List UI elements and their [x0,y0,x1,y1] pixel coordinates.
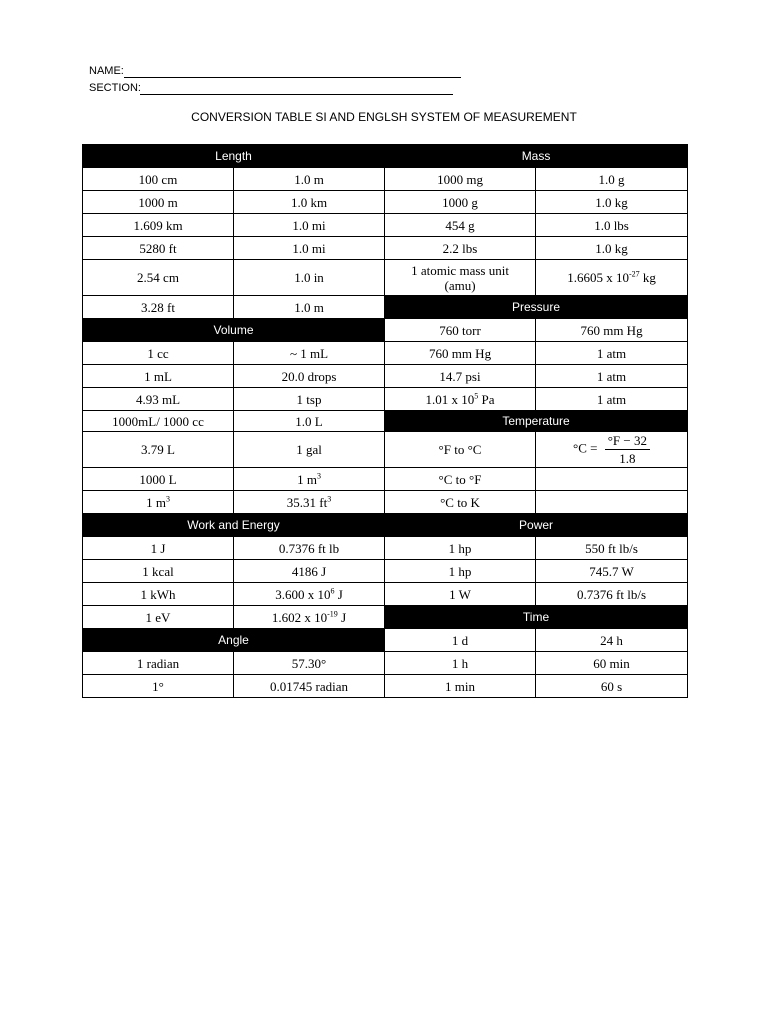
table-cell [234,491,385,514]
time-header: Time [385,606,688,629]
table-cell: 5280 ft [83,237,234,260]
name-label: NAME: [89,65,124,77]
page-title: CONVERSION TABLE SI AND ENGLSH SYSTEM OF MEASUREMENT [191,110,577,124]
exponent: 5 [474,391,479,401]
exponent: -19 [327,609,338,619]
table-cell: 1.0 L [234,411,385,432]
work-energy-header: Work and Energy [83,514,385,537]
table-cell: 2.54 cm [83,260,234,296]
table-cell: 100 cm [83,168,234,191]
volume-header: Volume [83,319,385,342]
table-cell: 1.0 m [234,296,385,319]
table-cell: 1 hp [385,537,536,560]
table-cell: 1 W [385,583,536,606]
cell-unit: J [337,586,343,602]
cell-text: 1.6605 x 10 [567,270,629,285]
table-cell: 745.7 W [536,560,688,583]
table-cell: 1 atomic mass unit (amu) [385,260,536,296]
table-cell: 1000 m [83,191,234,214]
table-cell [536,260,688,296]
table-cell: 1 kWh [83,583,234,606]
table-cell [536,468,688,491]
table-cell: 1.0 mi [234,237,385,260]
exponent: -27 [628,269,640,279]
table-cell: 1 tsp [234,388,385,411]
cell-text: 35.31 ft [286,494,328,510]
table-cell: 1 atm [536,365,688,388]
table-cell: 1 mL [83,365,234,388]
fraction-numerator: °F − 32 [605,433,650,450]
table-cell: 1 kcal [83,560,234,583]
table-cell: °C to °F [385,468,536,491]
table-cell: 1 radian [83,652,234,675]
table-cell: 1 d [385,629,536,652]
table-cell: 4.93 mL [83,388,234,411]
table-cell: ~ 1 mL [234,342,385,365]
fraction-denominator: 1.8 [619,451,636,466]
table-cell: 550 ft lb/s [536,537,688,560]
table-cell: 1.0 m [234,168,385,191]
table-cell: 1000 g [385,191,536,214]
table-cell [83,491,234,514]
table-cell: 24 h [536,629,688,652]
table-cell: 60 min [536,652,688,675]
cell-text: 3.600 x 10 [275,586,331,602]
cell-unit: kg [642,270,656,285]
table-cell: 1.0 kg [536,191,688,214]
exponent: 6 [330,586,335,596]
section-underline [140,94,453,95]
table-cell: 1.0 kg [536,237,688,260]
conversion-table [82,144,688,698]
exponent: 3 [165,494,170,504]
table-cell: 4186 J [234,560,385,583]
table-cell: 0.7376 ft lb [234,537,385,560]
table-cell: 1 atm [536,342,688,365]
angle-header: Angle [83,629,385,652]
name-underline [124,77,461,78]
table-cell: 1000mL/ 1000 cc [83,411,234,432]
table-cell: 1000 mg [385,168,536,191]
table-cell [536,491,688,514]
table-cell: 760 torr [385,319,536,342]
table-cell: 454 g [385,214,536,237]
exponent: 3 [327,494,332,504]
table-cell: 1.0 in [234,260,385,296]
table-cell [234,583,385,606]
table-cell: 3.28 ft [83,296,234,319]
table-cell [234,468,385,491]
table-cell: 1 J [83,537,234,560]
cell-unit: Pa [481,391,495,407]
table-cell: °F to °C [385,432,536,468]
table-cell: 0.01745 radian [234,675,385,698]
formula-cell [536,432,688,468]
table-cell [385,388,536,411]
table-cell: 1.0 km [234,191,385,214]
formula-lhs: °C = [573,440,598,456]
table-cell: 1° [83,675,234,698]
section-label: SECTION: [89,82,141,94]
table-cell: 760 mm Hg [385,342,536,365]
table-cell: 1 atm [536,388,688,411]
table-cell: 1 gal [234,432,385,468]
cell-text: 1 m [146,494,166,510]
table-cell: 1 h [385,652,536,675]
pressure-header: Pressure [385,296,688,319]
fraction [605,433,650,466]
mass-header: Mass [385,145,688,168]
table-cell: 1.0 lbs [536,214,688,237]
name-field [89,65,124,77]
table-cell: 1.0 g [536,168,688,191]
table-cell: 760 mm Hg [536,319,688,342]
table-cell: °C to K [385,491,536,514]
table-cell: 2.2 lbs [385,237,536,260]
cell-text: 1.01 x 10 [425,391,475,407]
cell-text: 1 m [297,471,317,487]
table-cell: 1.0 mi [234,214,385,237]
exponent: 3 [316,471,321,481]
table-cell: 1000 L [83,468,234,491]
table-cell: 1 eV [83,606,234,629]
section-field [89,82,141,94]
length-header: Length [83,145,385,168]
table-cell: 1 cc [83,342,234,365]
table-cell: 1.609 km [83,214,234,237]
table-cell: 60 s [536,675,688,698]
table-cell: 14.7 psi [385,365,536,388]
table-cell: 3.79 L [83,432,234,468]
table-cell [234,606,385,629]
cell-text: 1.602 x 10 [271,609,328,625]
table-cell: 1 hp [385,560,536,583]
table-cell: 0.7376 ft lb/s [536,583,688,606]
power-header: Power [385,514,688,537]
cell-unit: J [341,609,347,625]
table-cell: 20.0 drops [234,365,385,388]
table-cell: 57.30° [234,652,385,675]
table-cell: 1 min [385,675,536,698]
temperature-header: Temperature [385,411,688,432]
